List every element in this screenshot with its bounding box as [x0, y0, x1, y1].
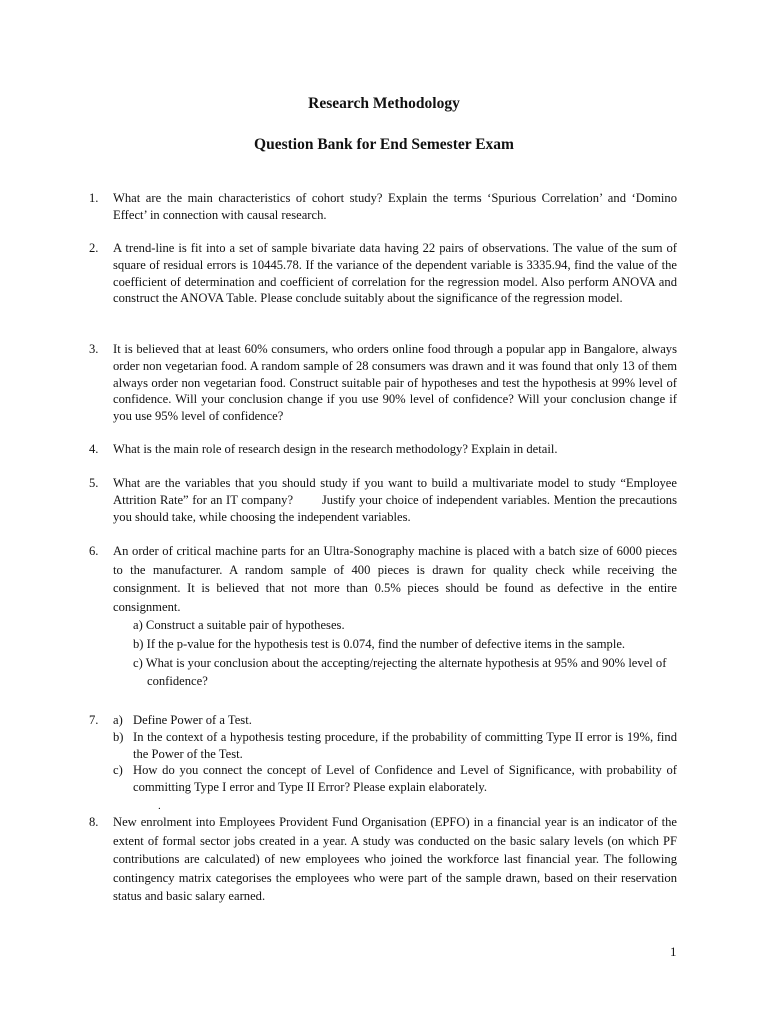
question-text: New enrolment into Employees Provident Fund Organisation (EPFO) in a financial year is an indicator of the extent of formal sector jobs created in a year. A study was conducted on the basic salary levels (on which PF contributions are calculated) of new employees who joined the workforce last financial year. The following contingency matrix categorises the employees who were part of the sample drawn, based on their reservation status and basic salary earned. [113, 815, 677, 904]
part-text: How do you connect the concept of Level of Confidence and Level of Significance, with probability of committing Type I error and Type II Error? Please explain elaborately. [133, 763, 677, 795]
question-1 [89, 190, 677, 224]
question-2 [89, 240, 677, 307]
part-marker: b) [113, 729, 124, 744]
question-text: What is the main role of research design in the research methodology? Explain in detail. [113, 442, 558, 456]
question-number: 6. [89, 544, 99, 558]
part-text: Define Power of a Test. [133, 713, 252, 727]
stray-mark: . [158, 800, 161, 812]
part-text: In the context of a hypothesis testing procedure, if the probability of committing Type II error is 19%, find the Power of the Test. [133, 729, 677, 761]
question-3 [89, 341, 677, 425]
question-number: 7. [89, 713, 99, 727]
question-number: 8. [89, 815, 99, 829]
part-marker: c) [113, 763, 123, 778]
question-part [113, 762, 677, 796]
question-text: What are the variables that you should study if you want to build a multivariate model to study “Employee Attrition Rate” for an IT company? Justify your choice of independent variables. Mention the precautions you should take, while choosing the independent variables. [113, 476, 681, 524]
question-parts-list [113, 712, 677, 796]
question-part: b) If the p-value for the hypothesis test is 0.074, find the number of defective items in the sample. [133, 636, 626, 651]
question-6 [89, 542, 677, 691]
question-text: An order of critical machine parts for an Ultra-Sonography machine is placed with a batch size of 6000 pieces to the manufacturer. A random sample of 400 pieces is drawn for quality check while receiving the consignment. It is believed that not more than 0.5% pieces should be found as defective in the entire consignment. [113, 544, 677, 614]
question-part [113, 712, 677, 729]
question-7 [89, 712, 677, 796]
document-title: Research Methodology [308, 95, 460, 112]
question-5 [89, 475, 681, 525]
question-text: It is believed that at least 60% consumers, who orders online food through a popular app in Bangalore, always order non vegetarian food. A random sample of 28 consumers was drawn and it was found that only 13 of them always order non vegetarian food. Construct suitable pair of hypotheses and test the hypothesis at 99% level of confidence. Will your conclusion change if you use 90% level of confidence? Will your conclusion change if you use 95% level of confidence? [113, 342, 677, 424]
question-number: 4. [89, 442, 99, 456]
question-number: 2. [89, 241, 99, 255]
question-number: 1. [89, 191, 99, 205]
part-marker: a) [113, 713, 123, 727]
question-part [113, 729, 677, 763]
question-number: 5. [89, 476, 99, 490]
question-text: What are the main characteristics of cohort study? Explain the terms ‘Spurious Correlation’ and ‘Domino Effect’ in connection with causal research. [113, 191, 677, 222]
question-text: A trend-line is fit into a set of sample bivariate data having 22 pairs of observations. The value of the sum of square of residual errors is 10445.78. If the variance of the dependent variable is 3335.94, find the value of the coefficient of determination and coefficient of correlation for the regression model. Also perform ANOVA and construct the ANOVA Table. Please conclude suitably about the significance of the regression model. [113, 241, 677, 306]
document-subtitle: Question Bank for End Semester Exam [254, 136, 514, 153]
question-part: c) What is your conclusion about the accepting/rejecting the alternate hypothesis at 95% and 90% level of confidence? [133, 655, 667, 689]
question-4 [89, 441, 677, 458]
question-number: 3. [89, 342, 99, 356]
question-8 [89, 813, 677, 906]
page-number: 1 [670, 944, 677, 959]
question-part: a) Construct a suitable pair of hypotheses. [133, 618, 345, 633]
